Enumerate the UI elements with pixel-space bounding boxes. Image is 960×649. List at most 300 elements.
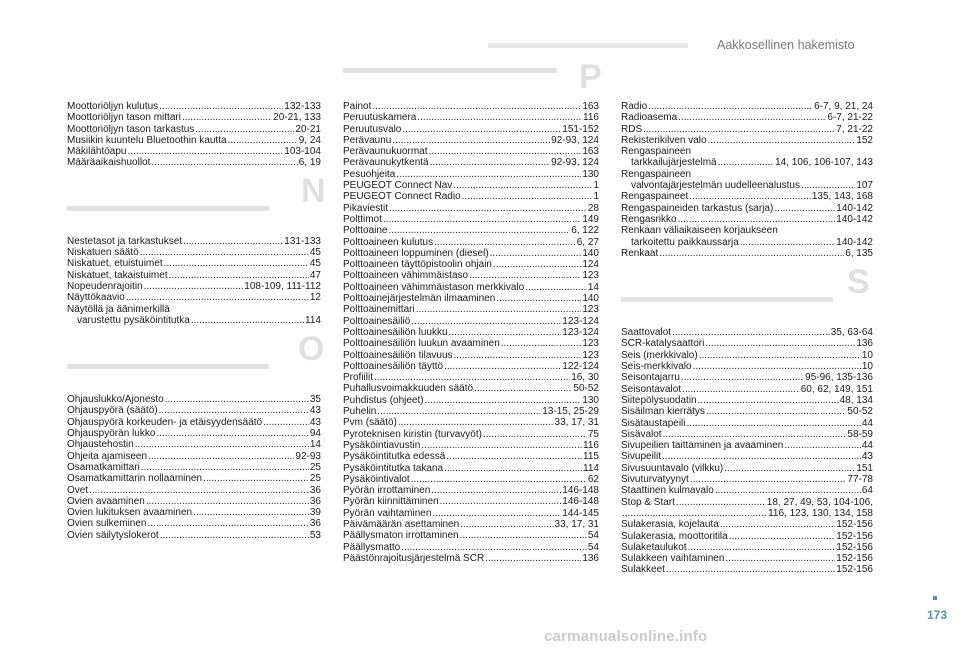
entry-pages[interactable]: 140: [582, 293, 599, 305]
dot-leader: [622, 508, 767, 519]
dot-leader: [141, 462, 309, 473]
entry-pages[interactable]: 144-145: [562, 507, 599, 519]
entry-pages[interactable]: 103-104: [284, 146, 321, 158]
entry-term: Ovien säilytyslokerot: [67, 529, 159, 541]
index-entry: [343, 530, 599, 541]
entry-term: Ohjauspyörä (säätö): [67, 405, 158, 417]
dot-leader: [263, 417, 309, 428]
entry-pages[interactable]: 50-52: [847, 406, 873, 418]
entry-term: Ovien lukituksen avaaminen: [67, 507, 193, 519]
entry-pages[interactable]: 151-152: [562, 123, 599, 135]
entry-pages[interactable]: 64: [861, 485, 873, 497]
entry-pages[interactable]: 60, 62, 149, 151: [800, 383, 873, 395]
entry-pages[interactable]: 123: [582, 270, 599, 282]
section-p: [343, 101, 599, 564]
entry-term: Seis (merkkivalo): [621, 349, 698, 361]
entry-term: Painot: [343, 101, 372, 112]
entry-term: Pysäköintivalot: [343, 473, 410, 485]
entry-pages[interactable]: 92-93, 124: [551, 157, 599, 169]
dot-leader: [690, 474, 847, 485]
entry-term: Päivämäärän asettaminen: [343, 518, 460, 530]
entry-term: Peruutusvalo: [343, 123, 402, 135]
dot-leader: [228, 135, 298, 146]
entry-pages[interactable]: 14, 106, 106-107, 143: [775, 157, 873, 169]
entry-pages[interactable]: 151: [856, 462, 873, 474]
index-entry: Rengaspaineen: [621, 168, 692, 180]
entry-pages[interactable]: 6-7, 21-22: [827, 112, 873, 124]
index-entry: [343, 474, 599, 485]
dot-leader: [126, 292, 309, 303]
dot-leader: [383, 214, 581, 225]
dot-leader: [160, 530, 309, 541]
entry-pages[interactable]: 146-148: [562, 496, 599, 508]
entry-term: varustettu pysäköintitutka: [77, 314, 190, 326]
section-header-o: [67, 330, 325, 394]
entry-pages[interactable]: 1: [593, 180, 599, 192]
index-entry: [343, 496, 599, 507]
entry-pages[interactable]: 77-78: [847, 474, 873, 486]
entry-pages[interactable]: 13-15, 25-29: [542, 406, 599, 418]
index-entry: [621, 180, 873, 191]
entry-pages[interactable]: 140-142: [836, 202, 873, 214]
entry-pages[interactable]: 6, 135: [845, 247, 873, 259]
dot-leader: [490, 248, 582, 259]
entry-pages[interactable]: 39: [309, 507, 321, 519]
index-entry: [343, 542, 599, 553]
entry-term: Pyroteknisen kiristin (turvavyöt): [343, 428, 482, 440]
entry-term: tarkoitettu paikkaussarja: [631, 236, 739, 248]
entry-term: Stop & Start: [621, 496, 675, 508]
dot-leader: [165, 394, 309, 405]
entry-term: Polttoaineen vähimmäistaso: [343, 270, 469, 282]
entry-pages[interactable]: 152: [856, 134, 873, 146]
entry-term: Nestetasot ja tarkastukset: [67, 235, 183, 247]
entry-pages[interactable]: 20-21, 133: [273, 112, 321, 124]
entry-term: PEUGEOT Connect Nav: [343, 180, 453, 192]
entry-term: Rengaspaineet: [621, 191, 689, 203]
section-letter: S: [847, 263, 870, 302]
entry-pages[interactable]: 152-156: [836, 541, 873, 553]
entry-pages[interactable]: 140-142: [836, 213, 873, 225]
index-entry: [67, 112, 321, 123]
entry-pages[interactable]: 122-124: [562, 360, 599, 372]
dot-leader: [182, 112, 272, 123]
dot-leader: [203, 473, 309, 484]
index-entry: [67, 462, 321, 473]
entry-pages[interactable]: 35: [309, 394, 321, 406]
entry-pages[interactable]: 116: [583, 439, 599, 451]
index-entry: [67, 135, 321, 146]
entry-term: Puhdistus (ohjeet): [343, 394, 424, 406]
entry-pages[interactable]: 6, 27: [576, 236, 599, 248]
dot-leader: [144, 281, 244, 292]
entry-term: Ovien sulkeminen: [67, 518, 147, 530]
entry-pages[interactable]: 43: [861, 451, 873, 463]
entry-term: Staattinen kulmavalo: [621, 485, 714, 497]
dot-leader: [417, 112, 582, 123]
dot-leader: [411, 474, 587, 485]
entry-pages[interactable]: 135, 143, 168: [811, 191, 873, 203]
entry-pages[interactable]: 124: [582, 259, 599, 271]
entry-pages[interactable]: 45: [309, 247, 321, 259]
dot-leader: [725, 553, 835, 564]
entry-term: Saattovalot: [621, 327, 672, 339]
entry-pages[interactable]: 20-21: [295, 123, 321, 135]
index-entry: [343, 316, 599, 327]
entry-pages[interactable]: 75: [587, 428, 599, 440]
entry-pages[interactable]: 33, 17, 31: [554, 417, 599, 429]
index-entry: [621, 327, 873, 338]
entry-pages[interactable]: 9, 24: [298, 134, 321, 146]
index-entry: [343, 553, 599, 564]
index-entry: [343, 259, 599, 270]
entry-pages[interactable]: 25: [309, 473, 321, 485]
index-entry: [67, 247, 321, 258]
entry-pages[interactable]: 44: [861, 417, 873, 429]
index-entry: [343, 519, 599, 530]
dot-leader: [706, 406, 847, 417]
entry-term: Polttoainesäiliön luukku: [343, 326, 448, 338]
entry-pages[interactable]: 140: [582, 247, 599, 259]
dot-leader: [127, 146, 283, 157]
entry-term: Seisontavalot: [621, 383, 682, 395]
entry-term: Sivusuuntavalo (vilkku): [621, 462, 724, 474]
entry-pages[interactable]: 152-156: [836, 564, 873, 576]
entry-pages[interactable]: 123-124: [562, 315, 599, 327]
index-entry: [67, 485, 321, 496]
entry-pages[interactable]: 6, 122: [571, 225, 599, 237]
index-entry: [621, 485, 873, 496]
dot-leader: [147, 518, 308, 529]
entry-pages[interactable]: 54: [587, 541, 599, 553]
entry-pages[interactable]: 43: [309, 416, 321, 428]
index-entry: [67, 281, 321, 292]
entry-term: Perävaunu: [343, 134, 392, 146]
entry-term: Pvm (säätö): [343, 417, 397, 429]
dot-leader: [659, 248, 844, 259]
entry-pages[interactable]: 92-93, 124: [551, 134, 599, 146]
entry-pages[interactable]: 18, 27, 49, 53, 104-106,: [766, 496, 873, 508]
page-marker: [933, 596, 937, 600]
dot-leader: [469, 270, 581, 281]
index-entry: [343, 508, 599, 519]
entry-pages[interactable]: 115: [583, 451, 599, 463]
entry-pages[interactable]: 92-93: [295, 450, 321, 462]
entry-term: Päällysmatto: [343, 541, 401, 553]
entry-pages[interactable]: 6-7, 9, 21, 24: [814, 101, 873, 112]
index-entry: [343, 214, 599, 225]
entry-term: Seisontajarru: [621, 372, 680, 384]
entry-pages[interactable]: 152-156: [836, 530, 873, 542]
dot-leader: [715, 485, 861, 496]
dot-leader: [148, 451, 294, 462]
entry-pages[interactable]: 48, 134: [839, 394, 873, 406]
entry-pages[interactable]: 36: [309, 518, 321, 530]
index-entry: [621, 237, 873, 248]
entry-term: RDS: [621, 123, 643, 135]
entry-pages[interactable]: 1: [593, 191, 599, 203]
entry-term: Rengaspaineiden tarkastus (sarja): [621, 202, 774, 214]
entry-pages[interactable]: 94: [309, 428, 321, 440]
entry-pages[interactable]: 114: [305, 314, 321, 326]
entry-term: Pyörän kiinnittäminen: [343, 496, 439, 508]
entry-pages[interactable]: 36: [309, 484, 321, 496]
dot-leader: [377, 406, 541, 417]
dot-leader: [666, 564, 835, 575]
dot-leader: [718, 157, 775, 168]
entry-term: Polttoainejärjestelmän ilmaaminen: [343, 293, 496, 305]
entry-term: Ohjauspyörä korkeuden- ja etäisyydensäätö: [67, 416, 263, 428]
dot-leader: [89, 485, 309, 496]
index-entry: [621, 157, 873, 168]
entry-term: tarkkailujärjestelmä: [631, 157, 717, 169]
dot-leader: [183, 236, 283, 247]
entry-pages[interactable]: 7, 21-22: [836, 123, 873, 135]
entry-pages[interactable]: 123: [582, 349, 599, 361]
entry-pages[interactable]: 163: [582, 101, 599, 112]
index-entry: [67, 157, 321, 168]
entry-pages[interactable]: 16, 30: [571, 372, 599, 384]
dot-leader: [374, 372, 570, 383]
dot-leader: [193, 507, 309, 518]
entry-pages[interactable]: 12: [309, 292, 321, 304]
entry-pages[interactable]: 123: [582, 338, 599, 350]
dot-leader: [705, 338, 855, 349]
entry-pages[interactable]: 132-133: [284, 101, 321, 112]
dot-leader: [425, 395, 582, 406]
dot-leader: [663, 429, 847, 440]
dot-leader: [501, 338, 582, 349]
index-entry: [621, 542, 873, 553]
dot-leader: [525, 282, 587, 293]
entry-term: Näyttökaavio: [67, 292, 125, 304]
dot-leader: [389, 203, 587, 214]
dot-leader: [676, 497, 766, 508]
entry-term: Ohjaustehostin: [67, 439, 134, 451]
entry-term: valvontajärjestelmän uudelleenalustus: [631, 180, 800, 192]
entry-pages[interactable]: 116: [583, 112, 599, 124]
entry-pages[interactable]: 116, 123, 130, 134, 158: [768, 507, 873, 519]
entry-pages[interactable]: 123: [582, 304, 599, 316]
index-entry-continued: [621, 237, 873, 248]
entry-term: Sulaketaulukot: [621, 541, 687, 553]
entry-pages[interactable]: 131-133: [284, 235, 321, 247]
entry-term: Radioasema: [621, 112, 678, 124]
index-entry: [67, 258, 321, 269]
entry-term: Osamatkamittari: [67, 461, 140, 473]
entry-term: Rekisterikilven valo: [621, 134, 707, 146]
entry-term: Pyörän irrottaminen: [343, 485, 431, 497]
index-entry: [67, 394, 321, 405]
entry-term: Moottoriöljyn tason tarkastus: [67, 123, 195, 135]
index-entry: [343, 169, 599, 180]
index-entry: [67, 315, 321, 326]
entry-pages[interactable]: 152-156: [836, 519, 873, 531]
dot-leader: [724, 463, 855, 474]
index-entry: [67, 236, 321, 247]
index-entry: [343, 146, 599, 157]
index-entry: [343, 395, 599, 406]
entry-term: Pikaviestit: [343, 202, 389, 214]
dot-leader: [159, 101, 283, 112]
dot-leader: [195, 124, 294, 135]
entry-term: Polttoaineen täyttöpistoolin ohjain: [343, 259, 492, 271]
entry-pages[interactable]: 47: [309, 269, 321, 281]
index-entry: [621, 112, 873, 123]
dot-leader: [462, 191, 593, 202]
dot-leader: [686, 418, 860, 429]
section-r-end: [621, 248, 873, 259]
entry-pages[interactable]: 114: [583, 462, 599, 474]
entry-term: Profiilit: [343, 372, 374, 384]
entry-pages[interactable]: 152-156: [836, 553, 873, 565]
entry-term: Puhallusvoimakkuuden säätö: [343, 383, 474, 395]
entry-term: Moottoriöljyn kulutus: [67, 101, 159, 112]
section-r-cont: [621, 191, 873, 225]
dot-leader: [454, 350, 582, 361]
entry-term: Ovien avaaminen: [67, 495, 145, 507]
entry-pages[interactable]: 44: [861, 440, 873, 452]
index-entry: [621, 384, 873, 395]
entry-pages[interactable]: 36: [309, 495, 321, 507]
index-entry: [621, 474, 873, 485]
entry-pages[interactable]: 33, 17, 31: [554, 518, 599, 530]
index-entry: [621, 440, 873, 451]
entry-pages[interactable]: 54: [587, 530, 599, 542]
index-entry: [343, 225, 599, 236]
index-entry: [621, 429, 873, 440]
entry-pages[interactable]: 146-148: [562, 485, 599, 497]
section-m: [67, 101, 321, 169]
entry-term: Polttoainesäiliön tilavuus: [343, 349, 453, 361]
index-column-2: [343, 101, 599, 564]
entry-term: Sulakkeen vaihtaminen: [621, 553, 725, 565]
index-entry: [621, 350, 873, 361]
entry-term: Sulakkeet: [621, 564, 665, 576]
entry-term: Ohjauspyörän lukko: [67, 428, 156, 440]
dot-leader: [440, 496, 562, 507]
index-entry: [621, 361, 873, 372]
index-entry: [343, 270, 599, 281]
entry-pages[interactable]: 10: [861, 361, 873, 373]
index-entry: [343, 383, 599, 394]
entry-pages[interactable]: 35, 63-64: [830, 327, 873, 339]
dot-leader: [453, 180, 592, 191]
index-entry: [67, 518, 321, 529]
index-entry: [343, 293, 599, 304]
dot-leader: [688, 542, 836, 553]
entry-term: Päästönrajoitusjärjestelmä SCR: [343, 552, 485, 564]
dot-leader: [444, 361, 561, 372]
index-entry: [67, 417, 321, 428]
dot-leader: [434, 237, 576, 248]
entry-pages[interactable]: 62: [587, 473, 599, 485]
dot-leader: [444, 463, 582, 474]
entry-pages[interactable]: 130: [582, 394, 599, 406]
index-entry: [621, 451, 873, 462]
entry-term: Ohjeita ajamiseen: [67, 450, 148, 462]
entry-pages[interactable]: 58-59: [847, 428, 873, 440]
section-divider: [67, 206, 269, 211]
entry-term: Polttoainemittari: [343, 304, 415, 316]
dot-leader: [682, 384, 800, 395]
entry-term: Polttoainesäiliön luukun avaaminen: [343, 338, 500, 350]
entry-pages[interactable]: 6, 19: [298, 157, 321, 169]
entry-pages[interactable]: 123-124: [562, 326, 599, 338]
dot-leader: [388, 225, 570, 236]
entry-term: Seis-merkkivalo: [621, 361, 692, 373]
section-o: [67, 394, 321, 541]
entry-term: Nopeudenrajoitin: [67, 280, 143, 292]
entry-term: Renkaat: [621, 247, 659, 259]
index-entry: [343, 417, 599, 428]
dot-leader: [681, 372, 804, 383]
dot-leader: [396, 169, 581, 180]
entry-pages[interactable]: 107: [856, 180, 873, 192]
index-entry: [621, 191, 873, 202]
dot-leader: [784, 440, 861, 451]
dot-leader: [485, 553, 581, 564]
entry-term: Polttoaineen loppuminen (diesel): [343, 247, 489, 259]
dot-leader: [720, 519, 835, 530]
dot-leader: [151, 157, 297, 168]
dot-leader: [446, 451, 582, 462]
dot-leader: [421, 440, 582, 451]
entry-pages[interactable]: 10: [861, 349, 873, 361]
entry-pages[interactable]: 25: [309, 461, 321, 473]
dot-leader: [708, 135, 856, 146]
index-entry: [621, 135, 873, 146]
index-entry: [343, 248, 599, 259]
entry-pages[interactable]: 108-109, 111-112: [244, 280, 321, 292]
entry-term: Sivupeilit: [621, 451, 662, 463]
entry-pages[interactable]: 28: [587, 202, 599, 214]
entry-term: Sivuturvatyynyt: [621, 474, 689, 486]
dot-leader: [662, 451, 861, 462]
entry-pages[interactable]: 163: [582, 146, 599, 158]
entry-pages[interactable]: 136: [582, 552, 599, 564]
entry-term: Polttoaineen vähimmäistason merkkivalo: [343, 281, 525, 293]
index-entry: [621, 508, 873, 519]
entry-term: Pysäköintiavustin: [343, 439, 421, 451]
index-entry: [343, 429, 599, 440]
entry-pages[interactable]: 130: [582, 168, 599, 180]
entry-pages[interactable]: 50-52: [573, 383, 599, 395]
index-entry: [343, 338, 599, 349]
entry-term: Osamatkamittarin nollaaminen: [67, 473, 203, 485]
entry-pages[interactable]: 14: [309, 439, 321, 451]
index-entry: [67, 496, 321, 507]
entry-pages[interactable]: 149: [582, 213, 599, 225]
entry-pages[interactable]: 14: [587, 281, 599, 293]
entry-pages[interactable]: 53: [309, 529, 321, 541]
entry-pages[interactable]: 95-96, 135-136: [805, 372, 873, 384]
dot-leader: [740, 237, 835, 248]
entry-pages[interactable]: 136: [856, 338, 873, 350]
entry-pages[interactable]: 140-142: [836, 236, 873, 248]
dot-leader: [460, 519, 553, 530]
entry-term: Polttoaineen kulutus: [343, 236, 434, 248]
index-entry: [343, 203, 599, 214]
index-title: Aakkosellinen hakemisto: [717, 38, 855, 52]
dot-leader: [801, 180, 855, 191]
entry-pages[interactable]: 43: [309, 405, 321, 417]
entry-pages[interactable]: 45: [309, 258, 321, 270]
index-entry: [621, 531, 873, 542]
index-entry: [343, 304, 599, 315]
entry-term: Perävaunukuormat: [343, 146, 428, 158]
entry-term: Polttoaine: [343, 225, 388, 237]
